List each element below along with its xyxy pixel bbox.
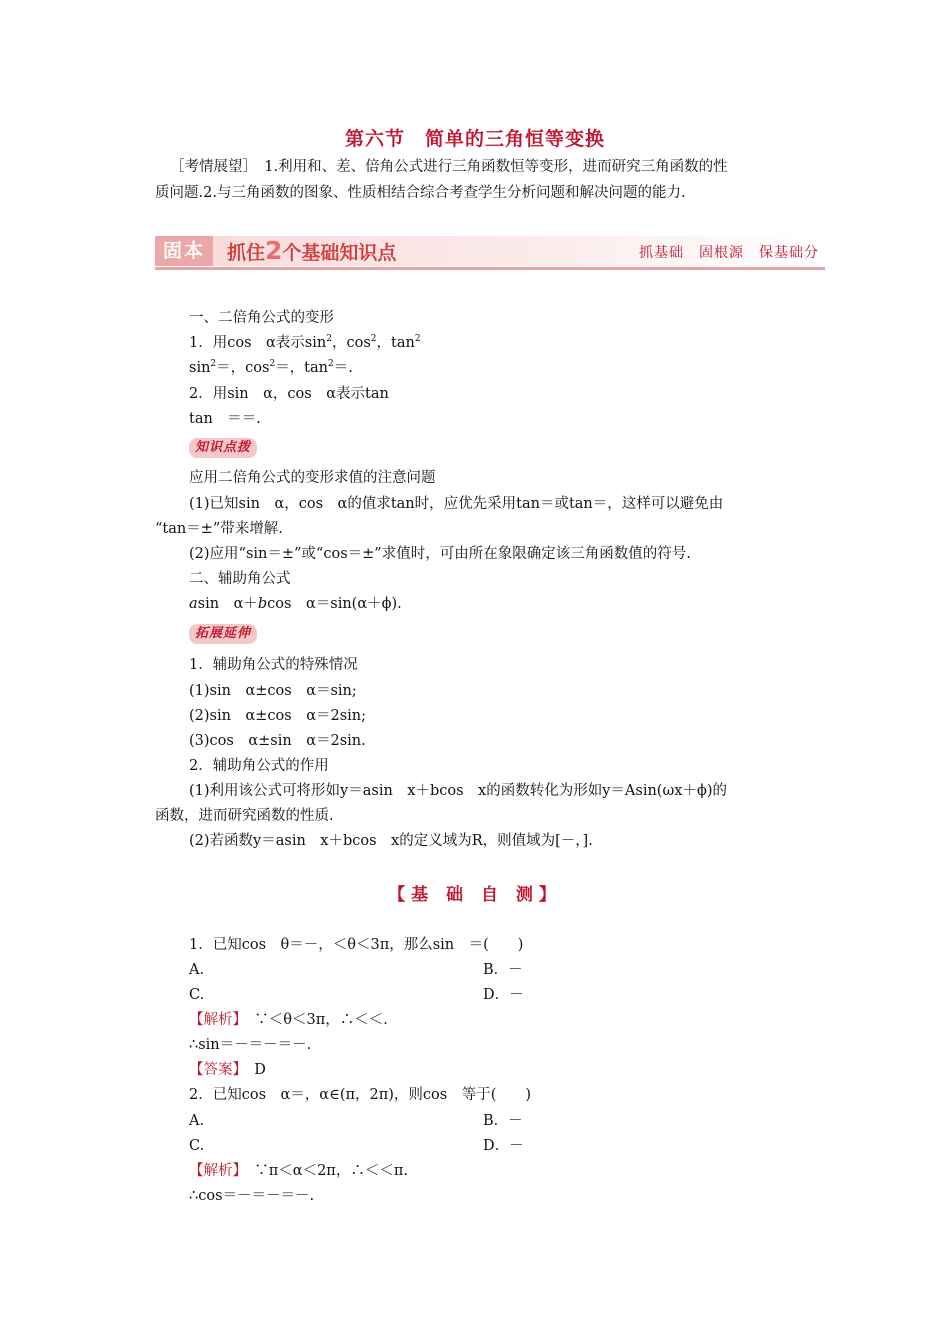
part1-line-3: 2．用sin α，cos α表示tan	[189, 386, 389, 402]
q1-step: ∴sin＝－＝－＝－.	[189, 1037, 312, 1053]
q2-analysis	[189, 1161, 408, 1181]
ext-use-1: (1)利用该公式可将形如y＝asin x＋bcos x的函数转化为形如y＝Asin(ωx＋ϕ)的	[189, 783, 727, 799]
q2-option-b: B．－	[483, 1113, 523, 1129]
q2-option-a: A.	[189, 1113, 205, 1129]
part2-heading: 二、辅助角公式	[189, 571, 291, 587]
part1-l2-d: ＝.	[333, 360, 353, 376]
part1-line-4: tan ＝＝.	[189, 411, 261, 427]
q1-answer-text: D	[239, 1062, 266, 1078]
part1-l2-a: sin	[189, 360, 211, 376]
q2-step: ∴cos＝－＝－＝－.	[189, 1188, 315, 1204]
part1-l2-c: ＝，tan	[275, 360, 328, 376]
auxiliary-formula	[189, 594, 402, 614]
q2-stem: 2．已知cos α＝，α∈(π，2π)，则cos 等于( )	[189, 1087, 532, 1103]
formula-d: cos α＝sin(α＋ϕ).	[267, 596, 402, 612]
part1-l2-b: ＝，cos	[216, 360, 270, 376]
q2-analysis-text: ∵π＜α＜2π，∴＜＜π.	[239, 1163, 408, 1179]
part1-l1-a: 1．用cos α表示sin	[189, 335, 327, 351]
tip-line-2: “tan＝±”带来增解.	[155, 521, 283, 537]
q1-option-c: C.	[189, 987, 205, 1003]
tip-line-3: (2)应用“sin＝±”或“cos＝±”求值时，可由所在象限确定该三角函数值的符号.	[189, 546, 691, 562]
formula-b: sin α＋	[197, 596, 258, 612]
ext-use-2: 函数，进而研究函数的性质.	[155, 808, 334, 824]
banner-tag: 固本	[155, 236, 213, 266]
banner-number: 2	[265, 236, 283, 265]
q1-option-d: D．－	[483, 987, 524, 1003]
ext-use-3: (2)若函数y＝asin x＋bcos x的定义域为R，则值域为[－，].	[189, 833, 593, 849]
superscript-2: 2	[328, 359, 334, 369]
part1-heading: 一、二倍角公式的变形	[189, 310, 334, 326]
tip-line-1: (1)已知sin α，cos α的值求tan时，应优先采用tan＝或tan＝，这样可以避免由	[189, 496, 724, 512]
answer-tag: 【答案】	[189, 1062, 240, 1078]
outlook-line-2: 质问题.2.与三角函数的图象、性质相结合综合考查学生分析问题和解决问题的能力.	[155, 185, 686, 201]
q1-option-a: A.	[189, 962, 205, 978]
part1-line-1	[189, 333, 421, 353]
ext-heading-1: 1．辅助角公式的特殊情况	[189, 657, 358, 673]
page-title: 第六节 简单的三角恒等变换	[344, 128, 605, 150]
part1-line-2	[189, 358, 353, 378]
q1-analysis-text: ∵＜θ＜3π，∴＜＜.	[239, 1012, 388, 1028]
banner-text-b: 个基础知识点	[282, 242, 397, 264]
q1-stem: 1．已知cos θ＝－，＜θ＜3π，那么sin ＝( )	[189, 937, 524, 953]
ext-case-3: (3)cos α±sin α＝2sin.	[189, 733, 366, 749]
tip-heading: 应用二倍角公式的变形求值的注意问题	[189, 470, 436, 486]
extension-badge: 拓展延伸	[189, 624, 257, 644]
coef-b: b	[257, 596, 268, 612]
superscript-2: 2	[210, 359, 217, 369]
self-test-heading: 【基 础 自 测】	[388, 885, 562, 905]
outlook-line-1: ［考情展望］ 1.利用和、差、倍角公式进行三角函数恒等变形，进而研究三角函数的性	[170, 159, 728, 175]
q2-option-d: D．－	[483, 1138, 524, 1154]
section-banner	[155, 236, 825, 270]
coef-a: a	[189, 596, 198, 612]
superscript-2: 2	[326, 334, 332, 344]
banner-heading	[227, 236, 396, 266]
q1-option-b: B．－	[483, 962, 523, 978]
superscript-2: 2	[414, 334, 421, 344]
ext-case-1: (1)sin α±cos α＝sin;	[189, 683, 357, 699]
banner-slogan: 抓基础 固根源 保基础分	[639, 245, 819, 261]
ext-heading-2: 2．辅助角公式的作用	[189, 758, 329, 774]
ext-case-2: (2)sin α±cos α＝2sin;	[189, 708, 367, 724]
banner-rule	[155, 267, 825, 270]
tip-badge: 知识点拨	[189, 438, 257, 458]
banner-text-a: 抓住	[227, 242, 266, 264]
part1-l1-b: ，cos	[331, 335, 371, 351]
q1-answer	[189, 1060, 266, 1080]
part1-l1-c: ，tan	[376, 335, 415, 351]
superscript-2: 2	[370, 334, 377, 344]
analysis-tag: 【解析】	[189, 1163, 240, 1179]
q2-option-c: C.	[189, 1138, 205, 1154]
superscript-2: 2	[269, 359, 276, 369]
analysis-tag: 【解析】	[189, 1012, 240, 1028]
q1-analysis	[189, 1010, 388, 1030]
